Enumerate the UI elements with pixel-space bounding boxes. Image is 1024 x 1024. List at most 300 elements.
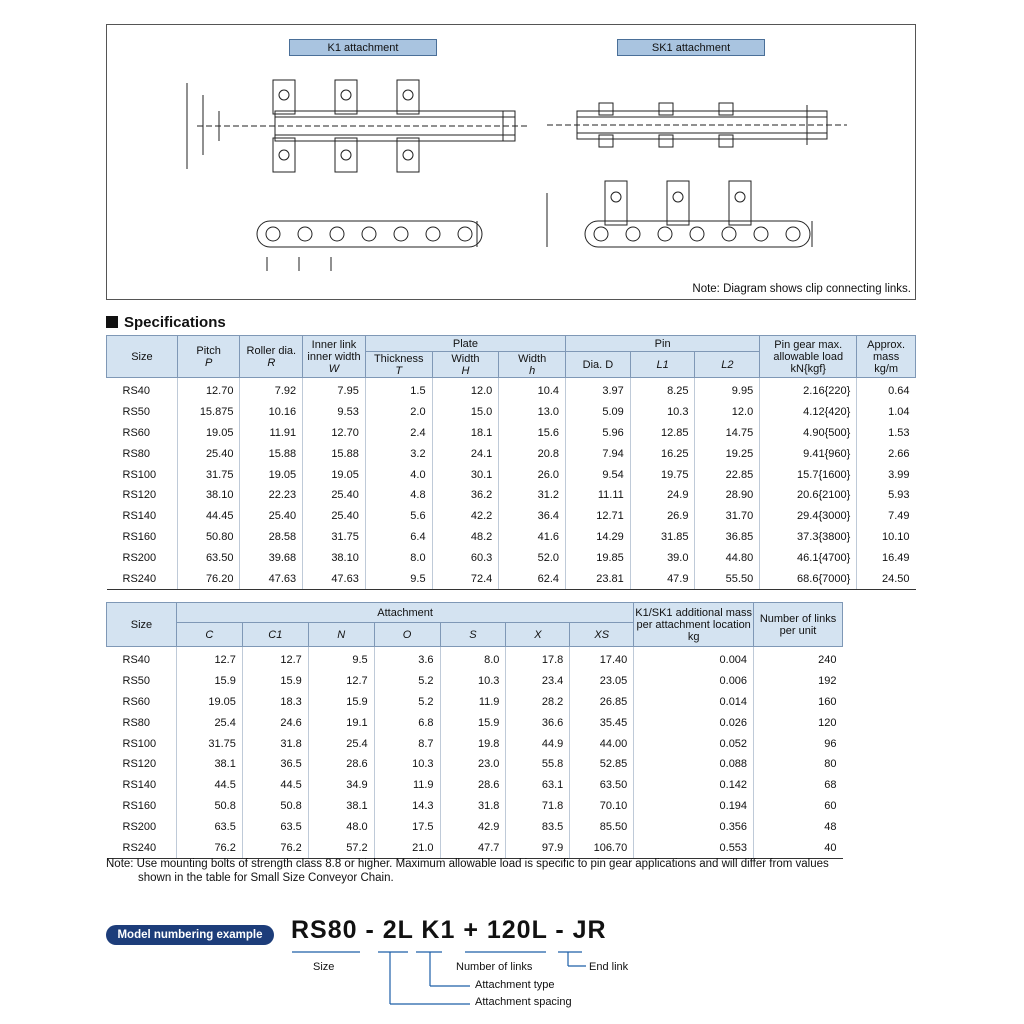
th-roller: [240, 336, 303, 378]
model-numbering-badge: Model numbering example: [106, 925, 274, 945]
model-code: RS80 - 2L K1 + 120L - JR: [291, 916, 607, 944]
spec-cell: 5.09: [566, 402, 631, 423]
spec-cell: 2.4: [365, 423, 432, 444]
th-roller-label: Roller dia.: [246, 344, 297, 357]
attach-row: [107, 712, 843, 733]
attach-cell: 42.9: [440, 816, 506, 837]
attach-cell: 19.8: [440, 733, 506, 754]
th-width2-sym: h: [529, 364, 536, 377]
spec-cell: 44.80: [695, 547, 760, 568]
attach-cell: 63.50: [570, 775, 634, 796]
th-inner-label: Inner link inner width: [307, 338, 361, 363]
spec-row: [107, 527, 916, 548]
spec-cell: 3.99: [857, 464, 916, 485]
th-gear-label: Pin gear max. allowable load: [773, 338, 844, 363]
th-gear-unit: kN{kgf}: [790, 362, 826, 375]
spec-cell: 3.2: [365, 443, 432, 464]
spec-cell: 38.10: [177, 485, 240, 506]
attach-cell: 44.5: [176, 775, 242, 796]
spec-cell: 10.4: [499, 378, 566, 402]
spec-cell: RS50: [122, 406, 151, 419]
attach-cell: 192: [754, 671, 843, 692]
spec-cell: 22.23: [240, 485, 303, 506]
th-thickness-sym: T: [395, 364, 403, 377]
spec-cell: 12.71: [566, 506, 631, 527]
spec-cell: 14.75: [695, 423, 760, 444]
attach-cell: 48.0: [308, 816, 374, 837]
spec-cell: 7.92: [240, 378, 303, 402]
attach-cell: 50.8: [242, 796, 308, 817]
attach-cell: 76.2: [176, 837, 242, 858]
attach-cell: 70.10: [570, 796, 634, 817]
attach-cell: 28.6: [308, 754, 374, 775]
footnote: [106, 857, 896, 885]
spec-cell: 36.2: [432, 485, 499, 506]
footnote-line1: Note: Use mounting bolts of strength class 8.8 or higher. Maximum allowable load is specific to pin gear applications and will differ from values: [106, 858, 829, 870]
th-inner-sym: W: [328, 362, 340, 375]
attach-cell: RS200: [122, 820, 157, 833]
attach-cell: RS120: [122, 758, 157, 771]
attach-cell: 35.45: [570, 712, 634, 733]
attach-cell: 10.3: [440, 671, 506, 692]
attach-cell: 25.4: [176, 712, 242, 733]
model-links-label: Number of links: [456, 961, 533, 973]
attach-row: [107, 733, 843, 754]
attach-cell: 15.9: [308, 692, 374, 713]
attach-row: [107, 671, 843, 692]
attach-cell: 60: [754, 796, 843, 817]
spec-cell: 19.05: [303, 464, 366, 485]
attach-cell: 63.5: [242, 816, 308, 837]
spec-cell: 19.85: [566, 547, 631, 568]
spec-cell: 12.70: [303, 423, 366, 444]
attach-cell: 44.9: [506, 733, 570, 754]
th-pin: Pin: [566, 336, 760, 352]
spec-cell: 28.58: [240, 527, 303, 548]
model-size-label: Size: [313, 961, 335, 973]
attach-cell: 25.4: [308, 733, 374, 754]
spec-cell: 19.75: [630, 464, 695, 485]
spec-cell: 12.70: [177, 378, 240, 402]
spec-cell: 12.0: [695, 402, 760, 423]
spec-row: [107, 464, 916, 485]
attach-cell: 38.1: [308, 796, 374, 817]
attach-cell: 17.40: [570, 647, 634, 671]
spec-row: [107, 547, 916, 568]
spec-cell: 19.05: [240, 464, 303, 485]
attach-cell: RS60: [122, 695, 151, 708]
attach-cell: 120: [754, 712, 843, 733]
k1-attachment-label: K1 attachment: [289, 39, 437, 56]
attach-cell: 47.7: [440, 837, 506, 858]
spec-cell: 24.9: [630, 485, 695, 506]
th-width2: [499, 352, 566, 378]
spec-cell: 25.40: [177, 443, 240, 464]
attach-cell: 15.9: [242, 671, 308, 692]
spec-cell: RS60: [122, 426, 151, 439]
spec-cell: RS100: [122, 468, 157, 481]
attach-cell: 36.5: [242, 754, 308, 775]
th-width2-label: Width: [518, 352, 547, 365]
spec-cell: 62.4: [499, 568, 566, 589]
spec-cell: RS40: [122, 385, 151, 398]
spec-cell: 28.90: [695, 485, 760, 506]
specifications-table-body: [107, 378, 916, 590]
th-mass: [857, 336, 916, 378]
spec-cell: RS160: [122, 530, 157, 543]
spec-cell: 39.0: [630, 547, 695, 568]
spec-cell: RS80: [122, 447, 151, 460]
spec-cell: 4.0: [365, 464, 432, 485]
th2-attachment: Attachment: [176, 603, 633, 623]
th2-n: N: [308, 623, 374, 647]
specifications-title: Specifications: [124, 314, 226, 331]
spec-cell: 63.50: [177, 547, 240, 568]
spec-row: [107, 568, 916, 589]
spec-cell: RS120: [122, 489, 157, 502]
spec-cell: 5.96: [566, 423, 631, 444]
spec-cell: 76.20: [177, 568, 240, 589]
attach-cell: 23.4: [506, 671, 570, 692]
attach-cell: RS140: [122, 779, 157, 792]
specifications-heading: [106, 314, 226, 331]
attach-cell: 24.6: [242, 712, 308, 733]
attach-cell: 23.05: [570, 671, 634, 692]
sk1-attachment-label: SK1 attachment: [617, 39, 765, 56]
spec-cell: 41.6: [499, 527, 566, 548]
attach-cell: 44.5: [242, 775, 308, 796]
spec-cell: 37.3{3800}: [760, 527, 857, 548]
attach-cell: 10.3: [374, 754, 440, 775]
spec-cell: 23.81: [566, 568, 631, 589]
attach-cell: 0.194: [634, 796, 754, 817]
spec-cell: 31.2: [499, 485, 566, 506]
attach-cell: 12.7: [242, 647, 308, 671]
attach-cell: 31.8: [440, 796, 506, 817]
spec-cell: 8.25: [630, 378, 695, 402]
attach-cell: 31.8: [242, 733, 308, 754]
spec-row: [107, 378, 916, 402]
attach-cell: 11.9: [374, 775, 440, 796]
attach-cell: 19.05: [176, 692, 242, 713]
spec-cell: 19.25: [695, 443, 760, 464]
diagram-note: Note: Diagram shows clip connecting links.: [692, 283, 911, 295]
attach-row: [107, 692, 843, 713]
attach-cell: 26.85: [570, 692, 634, 713]
spec-cell: 55.50: [695, 568, 760, 589]
th2-mass: [634, 603, 754, 647]
attach-cell: 17.8: [506, 647, 570, 671]
spec-cell: 4.8: [365, 485, 432, 506]
th-width-sym: H: [461, 364, 470, 377]
spec-cell: 31.85: [630, 527, 695, 548]
attach-cell: 18.3: [242, 692, 308, 713]
th-mass-label: Approx. mass: [867, 338, 906, 363]
spec-cell: 72.4: [432, 568, 499, 589]
attach-cell: 17.5: [374, 816, 440, 837]
attach-cell: 0.356: [634, 816, 754, 837]
spec-cell: 7.95: [303, 378, 366, 402]
spec-cell: RS200: [122, 551, 157, 564]
spec-cell: 46.1{4700}: [760, 547, 857, 568]
spec-cell: 60.3: [432, 547, 499, 568]
spec-cell: 3.97: [566, 378, 631, 402]
th-width: [432, 352, 499, 378]
specifications-table: [106, 335, 916, 590]
spec-cell: 1.04: [857, 402, 916, 423]
attach-cell: 12.7: [308, 671, 374, 692]
spec-cell: 20.6{2100}: [760, 485, 857, 506]
spec-cell: 15.88: [240, 443, 303, 464]
attach-cell: 36.6: [506, 712, 570, 733]
spec-cell: 38.10: [303, 547, 366, 568]
attach-row: [107, 775, 843, 796]
attach-cell: 48: [754, 816, 843, 837]
th-l2: L2: [695, 352, 760, 378]
attach-cell: 11.9: [440, 692, 506, 713]
th-l1: L1: [630, 352, 695, 378]
attach-cell: 14.3: [374, 796, 440, 817]
th2-links: Number of links per unit: [754, 603, 843, 647]
square-bullet-icon: [106, 316, 118, 328]
attach-cell: 15.9: [440, 712, 506, 733]
th-inner: [303, 336, 366, 378]
th-roller-sym: R: [267, 356, 276, 369]
spec-cell: 6.4: [365, 527, 432, 548]
attach-cell: 8.0: [440, 647, 506, 671]
th2-c: C: [176, 623, 242, 647]
attach-cell: 96: [754, 733, 843, 754]
spec-cell: 9.95: [695, 378, 760, 402]
attach-cell: RS50: [122, 675, 151, 688]
th-pitch-sym: P: [204, 356, 213, 369]
attach-cell: RS160: [122, 799, 157, 812]
attach-cell: 19.1: [308, 712, 374, 733]
attach-cell: 5.2: [374, 692, 440, 713]
spec-cell: 13.0: [499, 402, 566, 423]
spec-cell: 15.0: [432, 402, 499, 423]
spec-cell: 15.6: [499, 423, 566, 444]
th-size: Size: [107, 336, 178, 378]
spec-cell: 24.1: [432, 443, 499, 464]
spec-cell: 22.85: [695, 464, 760, 485]
spec-cell: 68.6{7000}: [760, 568, 857, 589]
attach-row: [107, 816, 843, 837]
attach-cell: 6.8: [374, 712, 440, 733]
spec-cell: 26.9: [630, 506, 695, 527]
spec-cell: 31.70: [695, 506, 760, 527]
spec-cell: 16.25: [630, 443, 695, 464]
attach-cell: 23.0: [440, 754, 506, 775]
attach-cell: RS240: [107, 837, 177, 858]
th-plate: Plate: [365, 336, 565, 352]
spec-cell: 42.2: [432, 506, 499, 527]
attach-cell: 0.006: [634, 671, 754, 692]
spec-cell: 9.5: [365, 568, 432, 589]
model-type-label: Attachment type: [475, 979, 555, 991]
spec-cell: 2.16{220}: [760, 378, 857, 402]
spec-cell: 26.0: [499, 464, 566, 485]
attach-cell: 9.5: [308, 647, 374, 671]
th2-x: X: [506, 623, 570, 647]
spec-cell: 12.85: [630, 423, 695, 444]
spec-cell: 4.12{420}: [760, 402, 857, 423]
model-spacing-label: Attachment spacing: [475, 996, 572, 1008]
th-width-label: Width: [451, 352, 480, 365]
spec-cell: 50.80: [177, 527, 240, 548]
th-mass-unit: kg/m: [874, 362, 899, 375]
spec-row: [107, 506, 916, 527]
spec-cell: 7.94: [566, 443, 631, 464]
attach-cell: 12.7: [176, 647, 242, 671]
spec-cell: 36.4: [499, 506, 566, 527]
spec-cell: 2.0: [365, 402, 432, 423]
attach-cell: RS100: [122, 737, 157, 750]
attach-row: [107, 647, 843, 671]
attach-row: [107, 837, 843, 858]
spec-cell: 14.29: [566, 527, 631, 548]
attach-row: [107, 796, 843, 817]
th2-o: O: [374, 623, 440, 647]
spec-cell: 8.0: [365, 547, 432, 568]
chain-diagram: [106, 24, 916, 300]
th-dia: Dia. D: [566, 352, 631, 378]
spec-cell: 10.3: [630, 402, 695, 423]
th-gear: [760, 336, 857, 378]
attach-cell: 97.9: [506, 837, 570, 858]
spec-cell: 15.875: [177, 402, 240, 423]
attach-cell: 240: [754, 647, 843, 671]
spec-cell: 11.11: [566, 485, 631, 506]
attach-cell: 15.9: [176, 671, 242, 692]
attach-cell: RS40: [122, 654, 151, 667]
attach-cell: 52.85: [570, 754, 634, 775]
spec-cell: 12.0: [432, 378, 499, 402]
spec-cell: 52.0: [499, 547, 566, 568]
spec-row: [107, 402, 916, 423]
attach-cell: 5.2: [374, 671, 440, 692]
spec-row: [107, 443, 916, 464]
spec-cell: 11.91: [240, 423, 303, 444]
spec-cell: 10.10: [857, 527, 916, 548]
attach-cell: 0.553: [634, 837, 754, 858]
attach-cell: 63.5: [176, 816, 242, 837]
spec-cell: 36.85: [695, 527, 760, 548]
attach-cell: 68: [754, 775, 843, 796]
attach-cell: 0.014: [634, 692, 754, 713]
attachment-table: [106, 602, 843, 859]
attach-cell: 0.026: [634, 712, 754, 733]
spec-cell: 20.8: [499, 443, 566, 464]
th2-mass-label: K1/SK1 additional mass per attachment location: [635, 606, 753, 631]
attach-cell: 0.088: [634, 754, 754, 775]
th2-mass-unit: kg: [687, 630, 700, 643]
attach-cell: 34.9: [308, 775, 374, 796]
spec-cell: 15.88: [303, 443, 366, 464]
th-pitch-label: Pitch: [196, 344, 221, 357]
th2-size: Size: [107, 603, 177, 647]
spec-cell: RS240: [107, 568, 178, 589]
attach-cell: 8.7: [374, 733, 440, 754]
th-thickness: [365, 352, 432, 378]
spec-cell: 1.53: [857, 423, 916, 444]
spec-cell: 24.50: [857, 568, 916, 589]
th2-xs: XS: [570, 623, 634, 647]
spec-cell: 7.49: [857, 506, 916, 527]
attach-cell: 71.8: [506, 796, 570, 817]
spec-cell: RS140: [122, 510, 157, 523]
spec-cell: 25.40: [240, 506, 303, 527]
spec-cell: 44.45: [177, 506, 240, 527]
spec-cell: 16.49: [857, 547, 916, 568]
attach-cell: 160: [754, 692, 843, 713]
spec-cell: 2.66: [857, 443, 916, 464]
attach-cell: 21.0: [374, 837, 440, 858]
spec-cell: 48.2: [432, 527, 499, 548]
spec-cell: 29.4{3000}: [760, 506, 857, 527]
attach-cell: 80: [754, 754, 843, 775]
attach-cell: 55.8: [506, 754, 570, 775]
attach-cell: 76.2: [242, 837, 308, 858]
th-thickness-label: Thickness: [373, 352, 424, 365]
attach-cell: 28.2: [506, 692, 570, 713]
attach-cell: 0.142: [634, 775, 754, 796]
attach-cell: 50.8: [176, 796, 242, 817]
attach-cell: 83.5: [506, 816, 570, 837]
spec-cell: 5.93: [857, 485, 916, 506]
spec-cell: 0.64: [857, 378, 916, 402]
spec-cell: 9.41{960}: [760, 443, 857, 464]
spec-cell: 31.75: [303, 527, 366, 548]
spec-cell: 9.53: [303, 402, 366, 423]
spec-cell: 15.7{1600}: [760, 464, 857, 485]
attach-cell: 57.2: [308, 837, 374, 858]
th2-c1: C1: [242, 623, 308, 647]
spec-cell: 4.90{500}: [760, 423, 857, 444]
spec-cell: 39.68: [240, 547, 303, 568]
attachment-table-body: [107, 647, 843, 859]
th2-s: S: [440, 623, 506, 647]
spec-row: [107, 485, 916, 506]
attach-cell: RS80: [122, 716, 151, 729]
th-pitch: [177, 336, 240, 378]
attach-cell: 85.50: [570, 816, 634, 837]
spec-cell: 1.5: [365, 378, 432, 402]
chain-drawing: [107, 25, 915, 299]
attach-cell: 28.6: [440, 775, 506, 796]
attach-cell: 31.75: [176, 733, 242, 754]
spec-cell: 47.63: [303, 568, 366, 589]
attach-cell: 44.00: [570, 733, 634, 754]
spec-cell: 9.54: [566, 464, 631, 485]
spec-row: [107, 423, 916, 444]
attach-cell: 0.052: [634, 733, 754, 754]
attach-cell: 0.004: [634, 647, 754, 671]
spec-cell: 18.1: [432, 423, 499, 444]
spec-cell: 5.6: [365, 506, 432, 527]
attach-cell: 38.1: [176, 754, 242, 775]
attach-cell: 63.1: [506, 775, 570, 796]
spec-cell: 19.05: [177, 423, 240, 444]
attach-cell: 40: [754, 837, 843, 858]
attach-cell: 106.70: [570, 837, 634, 858]
model-end-label: End link: [589, 961, 629, 973]
footnote-line2: shown in the table for Small Size Conveyor Chain.: [138, 872, 394, 884]
spec-cell: 47.63: [240, 568, 303, 589]
attach-row: [107, 754, 843, 775]
spec-cell: 30.1: [432, 464, 499, 485]
spec-cell: 25.40: [303, 506, 366, 527]
